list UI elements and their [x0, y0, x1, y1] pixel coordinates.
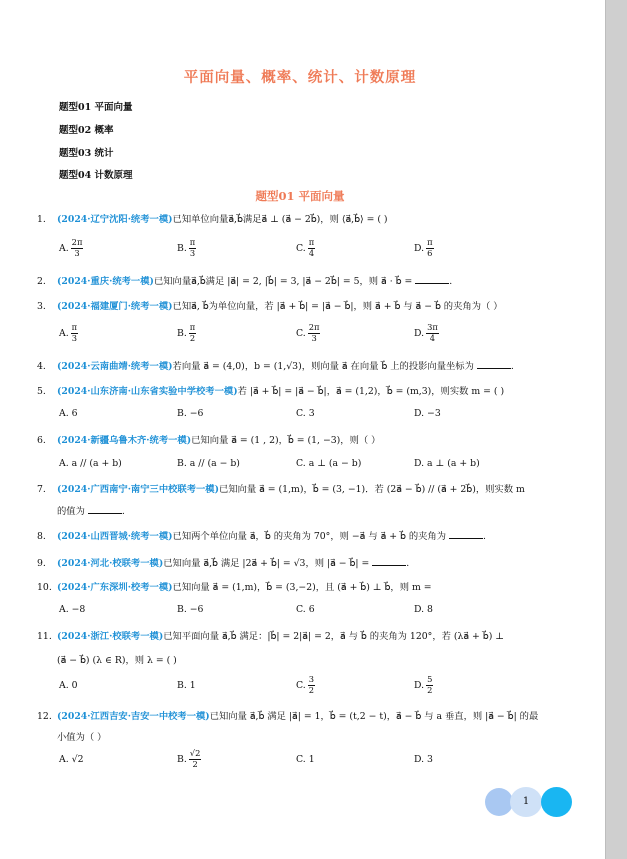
question-11: 11. (2024·浙江·校联考一模)已知平面向量 a⃗,b⃗ 满足：|b⃗| = 2|a⃗| = 2，a⃗ 与 b⃗ 的夹角为 120°，若 (λa⃗ + b⃗) ⊥: [37, 631, 505, 642]
question-text: 已知单位向量a⃗,b⃗满足a⃗ ⊥ (a⃗ − 2b⃗)，则 ⟨a⃗,b⃗⟩ = ( ): [172, 214, 388, 225]
question-source: (2024·辽宁沈阳·统考一模): [57, 214, 173, 225]
options-12: [0, 747, 600, 771]
decor-circle-left: [485, 788, 513, 816]
answer-blank: [415, 274, 449, 284]
question-6: 6. (2024·新疆乌鲁木齐·统考一模)已知向量 a⃗ = (1 , 2)，b⃗ = (1, −3)，则（ ）: [37, 435, 381, 446]
question-7: 7. (2024·广西南宁·南宁三中校联考一模)已知向量 a⃗ = (1,m)，b⃗ = (3, −1)．若 (2a⃗ − b⃗) // (a⃗ + 2b⃗)，则实数 m: [37, 484, 525, 495]
option-c: C. a ⊥ (a − b): [296, 457, 362, 469]
option-c: C. $\frac{3}{2}$: [296, 674, 315, 695]
question-9: 9. (2024·河北·校联考一模)已知向量 a⃗,b⃗ 满足 |2a⃗ + b⃗| = √3，则 |a⃗ − b⃗| = .: [37, 558, 410, 569]
option-d: D. $\frac{3\pi}{4}$: [414, 322, 438, 343]
option-a: A. $\frac{\pi}{3}$: [59, 322, 78, 343]
question-2: 2. (2024·重庆·统考一模)已知向量a⃗,b⃗满足 |a⃗| = 2, |b⃗| = 3, |a⃗ − 2b⃗| = 5，则 a⃗ · b⃗ = .: [37, 276, 453, 287]
option-c: C. $\frac{2\pi}{3}$: [296, 322, 320, 343]
option-c: C. $\frac{\pi}{4}$: [296, 237, 315, 258]
section-title: 题型01 平面向量: [255, 189, 345, 203]
answer-blank: [372, 556, 406, 566]
question-12-line2: 小值为（ ）: [57, 732, 107, 743]
option-c: C. 1: [296, 753, 315, 765]
options-10: [0, 597, 600, 621]
options-5: [0, 401, 600, 425]
toc-item-4: 题型04 计数原理: [59, 170, 133, 181]
option-b: B. $\frac{\pi}{2}$: [177, 322, 196, 343]
option-b: B. −6: [177, 603, 204, 615]
question-8: 8. (2024·山西晋城·统考一模)已知两个单位向量 a⃗，b⃗ 的夹角为 70°，则 −a⃗ 与 a⃗ + b⃗ 的夹角为 .: [37, 531, 486, 542]
toc-item-1: 题型01 平面向量: [59, 102, 133, 113]
option-d: D. 3: [414, 753, 433, 765]
options-3: [0, 321, 600, 345]
option-a: A. −8: [59, 603, 86, 615]
answer-blank: [477, 359, 511, 369]
page-title: 平面向量、概率、统计、计数原理: [183, 69, 417, 86]
option-b: B. 1: [177, 679, 196, 691]
question-4: 4. (2024·云南曲靖·统考一模)若向量 a⃗ = (4,0)，b = (1,√3)，则向量 a⃗ 在向量 b⃗ 上的投影向量坐标为 .: [37, 361, 514, 372]
question-5: 5. (2024·山东济南·山东省实验中学校考一模)若 |a⃗ + b⃗| = |a⃗ − b⃗|，a⃗ = (1,2)，b⃗ = (m,3)，则实数 m = ( ): [37, 386, 505, 397]
option-a: A. 0: [59, 679, 78, 691]
option-a: A. 6: [59, 407, 78, 419]
question-3: 3. (2024·福建厦门·统考一模)已知a⃗, b⃗为单位向量，若 |a⃗ + b⃗| = |a⃗ − b⃗|，则 a⃗ + b⃗ 与 a⃗ − b⃗ 的夹角为（ ）: [37, 301, 503, 312]
option-d: D. a ⊥ (a + b): [414, 457, 480, 469]
option-d: D. $\frac{\pi}{6}$: [414, 237, 433, 258]
option-a: A. $\frac{2\pi}{3}$: [59, 237, 83, 258]
option-a: A. a // (a + b): [59, 457, 122, 469]
question-10: 10. (2024·广东深圳·校考一模)已知向量 a⃗ = (1,m)，b⃗ = (3,−2)，且 (a⃗ + b⃗) ⊥ b⃗，则 m =: [37, 582, 432, 593]
option-d: D. 8: [414, 603, 433, 615]
option-d: D. $\frac{5}{2}$: [414, 674, 433, 695]
page-number-badge: [485, 787, 573, 817]
toc-item-2: 题型02 概率: [59, 125, 114, 136]
option-c: C. 6: [296, 603, 315, 615]
question-11-line2: (a⃗ − b⃗) (λ ∈ R)，则 λ = ( ): [57, 655, 177, 666]
option-d: D. −3: [414, 407, 441, 419]
option-b: B. $\frac{\pi}{3}$: [177, 237, 196, 258]
options-11: [0, 673, 600, 697]
options-1: [0, 236, 600, 260]
option-c: C. 3: [296, 407, 315, 419]
question-1: [37, 214, 388, 226]
answer-blank: [449, 529, 483, 539]
question-number: 1.: [37, 214, 46, 225]
option-b: B. $\frac{√2}{2}$: [177, 748, 201, 769]
decor-circle-right: [541, 787, 572, 817]
scrollbar[interactable]: [605, 0, 627, 859]
option-a: A. √2: [59, 753, 84, 765]
toc-item-3: 题型03 统计: [59, 148, 114, 159]
question-7-line2: 的值为 .: [57, 506, 125, 517]
options-6: [0, 451, 600, 475]
page-number: 1: [522, 796, 530, 807]
option-b: B. a // (a − b): [177, 457, 240, 469]
question-12: 12. (2024·江西吉安·吉安一中校考一模)已知向量 a⃗,b⃗ 满足 |a⃗| = 1，b⃗ = (t,2 − t)，a⃗ − b⃗ 与 a 垂直，则 |a⃗ − b⃗| 的最: [37, 711, 539, 722]
option-b: B. −6: [177, 407, 204, 419]
answer-blank: [88, 504, 122, 514]
